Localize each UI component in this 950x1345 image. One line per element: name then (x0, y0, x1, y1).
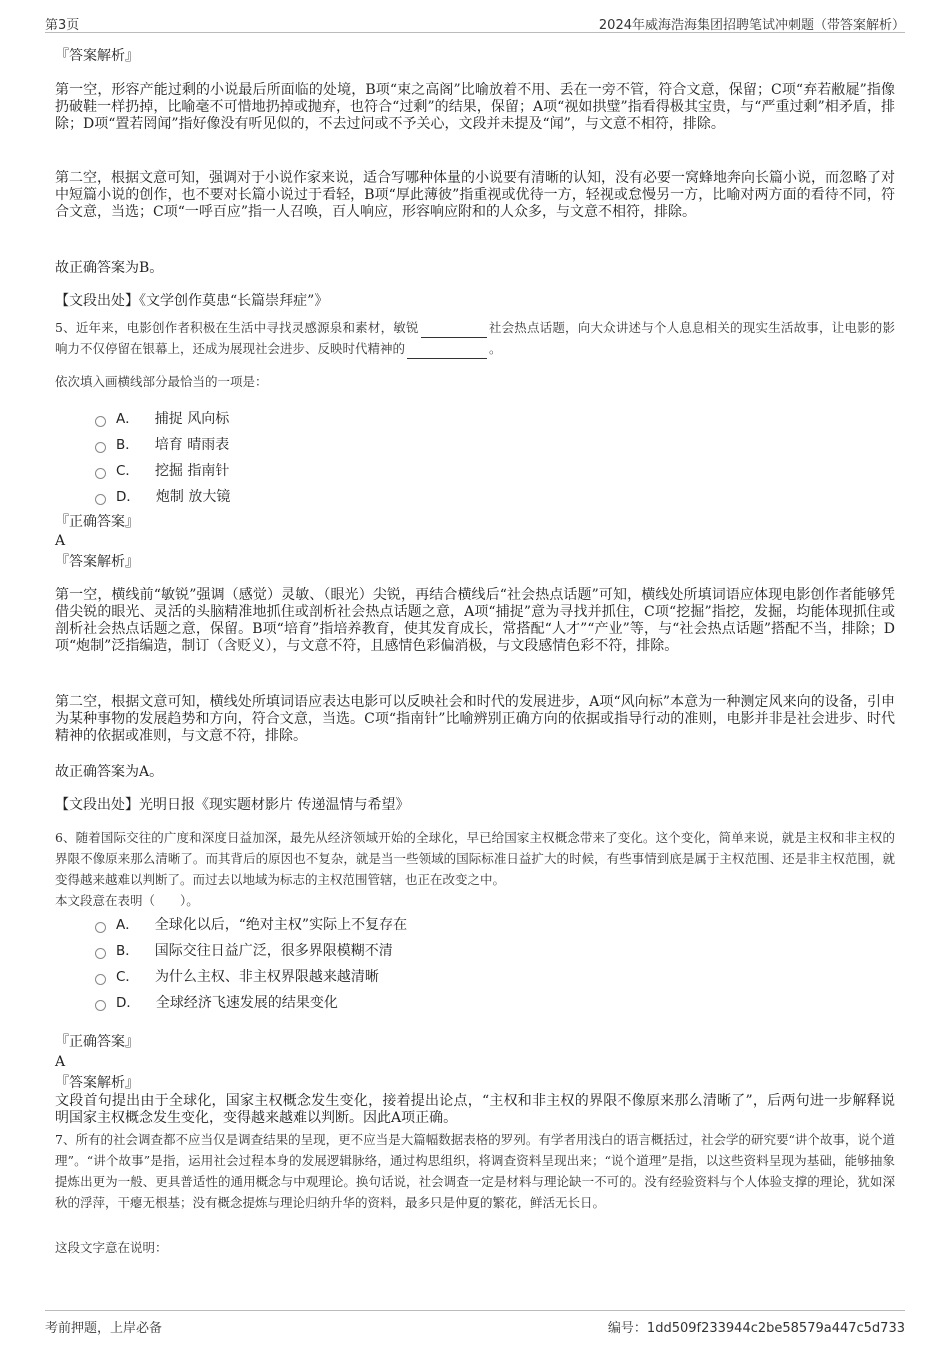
q6-option-a[interactable]: A． 全球化以后，“绝对主权”实际上不复存在 (95, 912, 407, 938)
q5-analysis-para1: 第一空，横线前“敏锐”强调（感觉）灵敏、（眼光）尖锐，再结合横线后“社会热点话题”可知，横线处所填词语应体现电影创作者能够凭借尖锐的眼光、灵活的头脑精准地抓住或剖析社会热点话题之意，A项“捕捉”意为寻找并抓住，C项“挖掘”指挖，发掘，均能体现抓住或剖析社会热点话题之意，保留。B项“培育”指培养教育，使其发育成长，常搭配“人才”“产业”等，与“社会热点话题”搭配不当，排除；D项“炮制”泛指编造，制订（含贬义），与文意不符，且感情色彩偏消极，与文段感情色彩不符，排除。 (55, 587, 895, 654)
q5-correct-answer: A (55, 533, 66, 549)
document-title: 2024年威海浩海集团招聘笔试冲刺题（带答案解析） (598, 18, 905, 33)
q4-conclusion: 故正确答案为B。 (55, 260, 164, 276)
radio-icon[interactable] (95, 442, 106, 453)
q4-source: 【文段出处】《文学创作莫患“长篇崇拜症”》 (55, 293, 329, 309)
q5-source: 【文段出处】光明日报《现实题材影片 传递温情与希望》 (55, 797, 410, 813)
radio-icon[interactable] (95, 468, 106, 479)
q6-analysis: 文段首句提出由于全球化，国家主权概念发生变化，接着提出论点，“主权和非主权的界限不像原来那么清晰了”，后两句进一步解释说明国家主权概念发生变化，变得越来越难以判断。因此A项正确。 (55, 1093, 895, 1126)
q5-option-d[interactable]: D． 炮制 放大镜 (95, 484, 230, 510)
footer-serial: 编号：1dd509f233944c2be58579a447c5d733 (607, 1321, 905, 1336)
q4-analysis-label: 『答案解析』 (55, 48, 139, 64)
q5-options (95, 406, 230, 510)
q6-option-b[interactable]: B． 国际交往日益广泛，很多界限模糊不清 (95, 938, 407, 964)
q6-analysis-label: 『答案解析』 (55, 1075, 139, 1091)
footer-slogan: 考前押题，上岸必备 (45, 1321, 163, 1336)
q5-option-b[interactable]: B． 培育 晴雨表 (95, 432, 230, 458)
radio-icon[interactable] (95, 494, 106, 505)
q5-option-c[interactable]: C． 挖掘 指南针 (95, 458, 230, 484)
radio-icon[interactable] (95, 922, 106, 933)
q6-option-d[interactable]: D． 全球经济飞速发展的结果变化 (95, 990, 407, 1016)
q5-analysis-label: 『答案解析』 (55, 554, 139, 570)
q5-prompt: 依次填入画横线部分最恰当的一项是： (55, 374, 268, 389)
q5-option-a[interactable]: A． 捕捉 风向标 (95, 406, 230, 432)
q6-correct-answer: A (55, 1054, 66, 1070)
q6-option-c[interactable]: C． 为什么主权、非主权界限越来越清晰 (95, 964, 407, 990)
q7-prompt: 这段文字意在说明： (55, 1240, 168, 1255)
radio-icon[interactable] (95, 974, 106, 985)
radio-icon[interactable] (95, 416, 106, 427)
q4-analysis-para2: 第二空，根据文意可知，强调对于小说作家来说，适合写哪种体量的小说要有清晰的认知，没有必要一窝蜂地奔向长篇小说，而忽略了对中短篇小说的创作，也不要对长篇小说过于看轻，B项“厚此薄彼”指重视或优待一方，轻视或怠慢另一方，比喻对两方面的看待不同，符合文意，当选；C项“一呼百应”指一人召唤，百人响应，形容响应附和的人众多，与文意不相符，排除。 (55, 170, 895, 220)
q6-question: 本文段意在表明（ ）。 (55, 893, 199, 908)
q6-correct-label: 『正确答案』 (55, 1034, 139, 1050)
page-header (45, 12, 905, 33)
q7-stem: 7、所有的社会调查都不应当仅是调查结果的呈现，更不应当是大篇幅数据表格的罗列。有学者用浅白的语言概括过，社会学的研究要“讲个故事，说个道理”。“讲个故事”是指，运用社会过程本身的发展逻辑脉络，通过构思组织，将调查资料呈现出来；“说个道理”是指，以这些资料呈现为基础，能够抽象提炼出更为一般、更具普适性的通用概念与中观理论。换句话说，社会调查一定是材料与理论缺一不可的。没有经验资料与个人体验支撑的理论，犹如深秋的浮萍，干瘪无根基；没有概念提炼与理论归纳升华的资料，最多只是仲夏的繁花，鲜活无长日。 (55, 1132, 895, 1210)
blank-2 (407, 358, 487, 359)
q6-options (95, 912, 407, 1016)
radio-icon[interactable] (95, 1000, 106, 1011)
q4-analysis-para1: 第一空，形容产能过剩的小说最后所面临的处境，B项“束之高阁”比喻放着不用、丢在一旁不管，符合文意，保留；C项“弃若敝屣”指像扔破鞋一样扔掉，比喻毫不可惜地扔掉或抛弃，也符合“过剩”的结果，保留；A项“视如拱璧”指看得极其宝贵，与“严重过剩”相矛盾，排除；D项“置若罔闻”指好像没有听见似的，不去过问或不予关心，文段并未提及“闻”，与文意不相符，排除。 (55, 82, 895, 132)
q5-stem: 5、近年来，电影创作者积极在生活中寻找灵感源泉和素材，敏锐 社会热点话题，向大众讲述与个人息息相关的现实生活故事，让电影的影响力不仅停留在银幕上，还成为展现社会进步、反映时代精神的 。 (55, 317, 895, 359)
page-number: 第3页 (45, 18, 80, 33)
radio-icon[interactable] (95, 948, 106, 959)
q5-analysis-para2: 第二空，根据文意可知，横线处所填词语应表达电影可以反映社会和时代的发展进步，A项“风向标”本意为一种测定风来向的设备，引申为某种事物的发展趋势和方向，符合文意，当选。C项“指南针”比喻辨别正确方向的依据或指导行动的准则，电影并非是社会进步、时代精神的依据或准则，与文意不符，排除。 (55, 694, 895, 744)
page-footer (45, 1310, 905, 1336)
blank-1 (421, 337, 487, 338)
q5-correct-label: 『正确答案』 (55, 514, 139, 530)
q5-conclusion: 故正确答案为A。 (55, 764, 164, 780)
q6-stem: 6、随着国际交往的广度和深度日益加深，最先从经济领域开始的全球化，早已给国家主权概念带来了变化。这个变化，简单来说，就是主权和非主权的界限不像原来那么清晰了。而其背后的原因也不复杂，就是当一些领域的国际标准日益扩大的时候，有些事情到底是属于主权范围、还是非主权范围，就变得越来越难以判断了。而过去以地域为标志的主权范围管辖，也正在改变之中。 (55, 830, 895, 887)
